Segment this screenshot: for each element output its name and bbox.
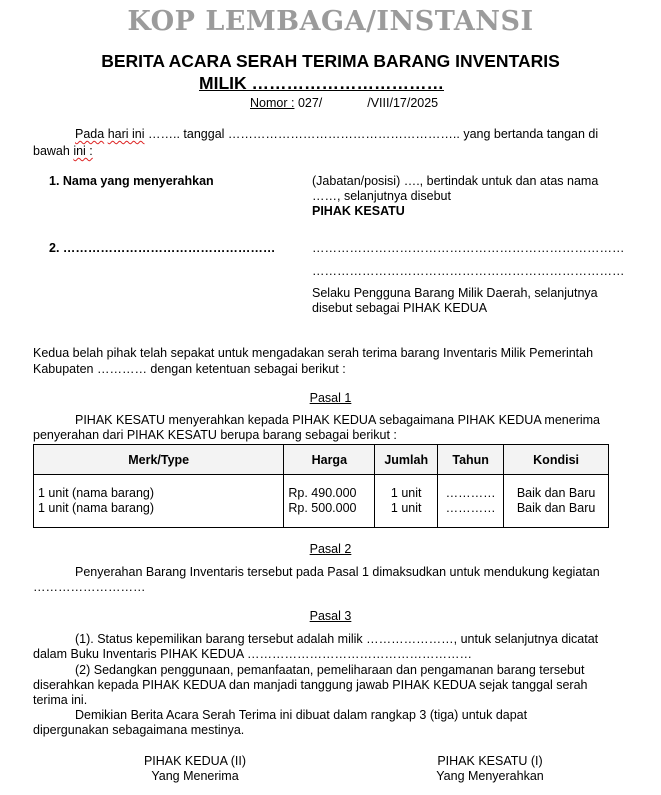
inventory-table [33,444,609,528]
intro-date-text: …….. tanggal ……………………………………………….. yang bertanda tangan di [148,127,599,141]
col-header-tahun: Tahun [438,445,504,475]
item1-merk: 1 unit (nama barang) [38,486,155,500]
pasal2-line1: Penyerahan Barang Inventaris tersebut pada Pasal 1 dimaksudkan untuk mendukung kegiatan [75,565,600,579]
signature-left-title: PIHAK KEDUA (II) [143,754,247,768]
document-title: BERITA ACARA SERAH TERIMA BARANG INVENTARIS [101,51,560,71]
pasal1-line2: penyerahan dari PIHAK KESATU berupa barang sebagai berikut : [33,428,397,442]
agreement-line1: Kedua belah pihak telah sepakat untuk mengadakan serah terima barang Inventaris Milik Pemerintah [33,346,594,360]
item2-harga: Rp. 500.000 [288,501,357,515]
party2-line2: ………………………………………………………………… [312,264,625,278]
document-number [250,96,438,110]
party2-line1: ………………………………………………………………… [312,241,625,255]
pasal3-p1-line1: (1). Status kepemilikan barang tersebut adalah milik …………………, untuk selanjutnya dicatat [75,632,599,646]
party1-continuation: ……, selanjutnya disebut [312,189,451,203]
col-header-jumlah: Jumlah [375,445,438,475]
signature-right-title: PIHAK KESATU (I) [437,754,543,768]
pasal3-p1-line2: dalam Buku Inventaris PIHAK KEDUA ……………………………………………… [33,647,472,661]
pasal3-heading: Pasal 3 [309,609,352,623]
item1-tahun: ………… [445,486,496,500]
intro-word-hari-ini: hari ini [107,127,145,141]
document-title-owner: MILIK …………………………… [199,73,444,93]
pasal3-p2-line1: (2) Sedangkan penggunaan, pemanfaatan, pemeliharaan dan pengamanan barang tersebut [75,663,585,677]
intro-line2 [33,144,93,158]
item1-harga: Rp. 490.000 [288,486,357,500]
cell-jumlah [375,475,438,528]
col-header-kondisi: Kondisi [504,445,609,475]
agreement-line2: Kabupaten ………… dengan ketentuan sebagai berikut : [33,362,346,376]
pasal3-p2-line3: terima ini. [33,693,88,707]
intro-word-ini: ini : [73,144,93,158]
signature-left-role: Yang Menerima [151,769,239,783]
intro-line1 [75,127,598,141]
party1-designation: PIHAK KESATU [312,204,405,218]
pasal2-heading: Pasal 2 [309,542,352,556]
item2-merk: 1 unit (nama barang) [38,501,155,515]
pasal1-line1: PIHAK KESATU menyerahkan kepada PIHAK KEDUA sebagaimana PIHAK KEDUA menerima [75,413,601,427]
item2-jumlah: 1 unit [390,501,422,515]
nomor-value: 027/ [297,96,323,110]
party1-label: 1. Nama yang menyerahkan [49,174,214,188]
letterhead-title: KOP LEMBAGA/INSTANSI [127,6,534,37]
signature-right-role: Yang Menyerahkan [436,769,544,783]
intro-word-bawah: bawah [33,144,70,158]
table-row [34,475,609,528]
cell-merk [34,475,284,528]
nomor-suffix: /VIII/17/2025 [367,96,439,110]
party2-designation: disebut sebagai PIHAK KEDUA [312,301,488,315]
table-header-row [34,445,609,475]
intro-word-pada: Pada [75,127,105,141]
item2-tahun: ………… [445,501,496,515]
pasal2-line2: ……………………… [33,580,146,594]
cell-tahun [438,475,504,528]
party2-role: Selaku Pengguna Barang Milik Daerah, selanjutnya [312,286,598,300]
pasal1-heading: Pasal 1 [309,391,352,405]
item1-kondisi: Baik dan Baru [516,486,596,500]
col-header-merk: Merk/Type [34,445,284,475]
item1-jumlah: 1 unit [390,486,422,500]
col-header-harga: Harga [284,445,375,475]
cell-kondisi [504,475,609,528]
cell-harga [284,475,375,528]
pasal3-p2-line2: diserahkan kepada PIHAK KEDUA dan manjadi tanggung jawab PIHAK KEDUA sejak tanggal serah [33,678,588,692]
party1-position: (Jabatan/posisi) …., bertindak untuk dan atas nama [312,174,599,188]
closing-line1: Demikian Berita Acara Serah Terima ini dibuat dalam rangkap 3 (tiga) untuk dapat [75,708,528,722]
nomor-label: Nomor : [250,96,295,110]
item2-kondisi: Baik dan Baru [516,501,596,515]
party2-label: 2. …………………………………………… [49,241,276,255]
closing-line2: dipergunakan sebagaimana mestinya. [33,723,245,737]
